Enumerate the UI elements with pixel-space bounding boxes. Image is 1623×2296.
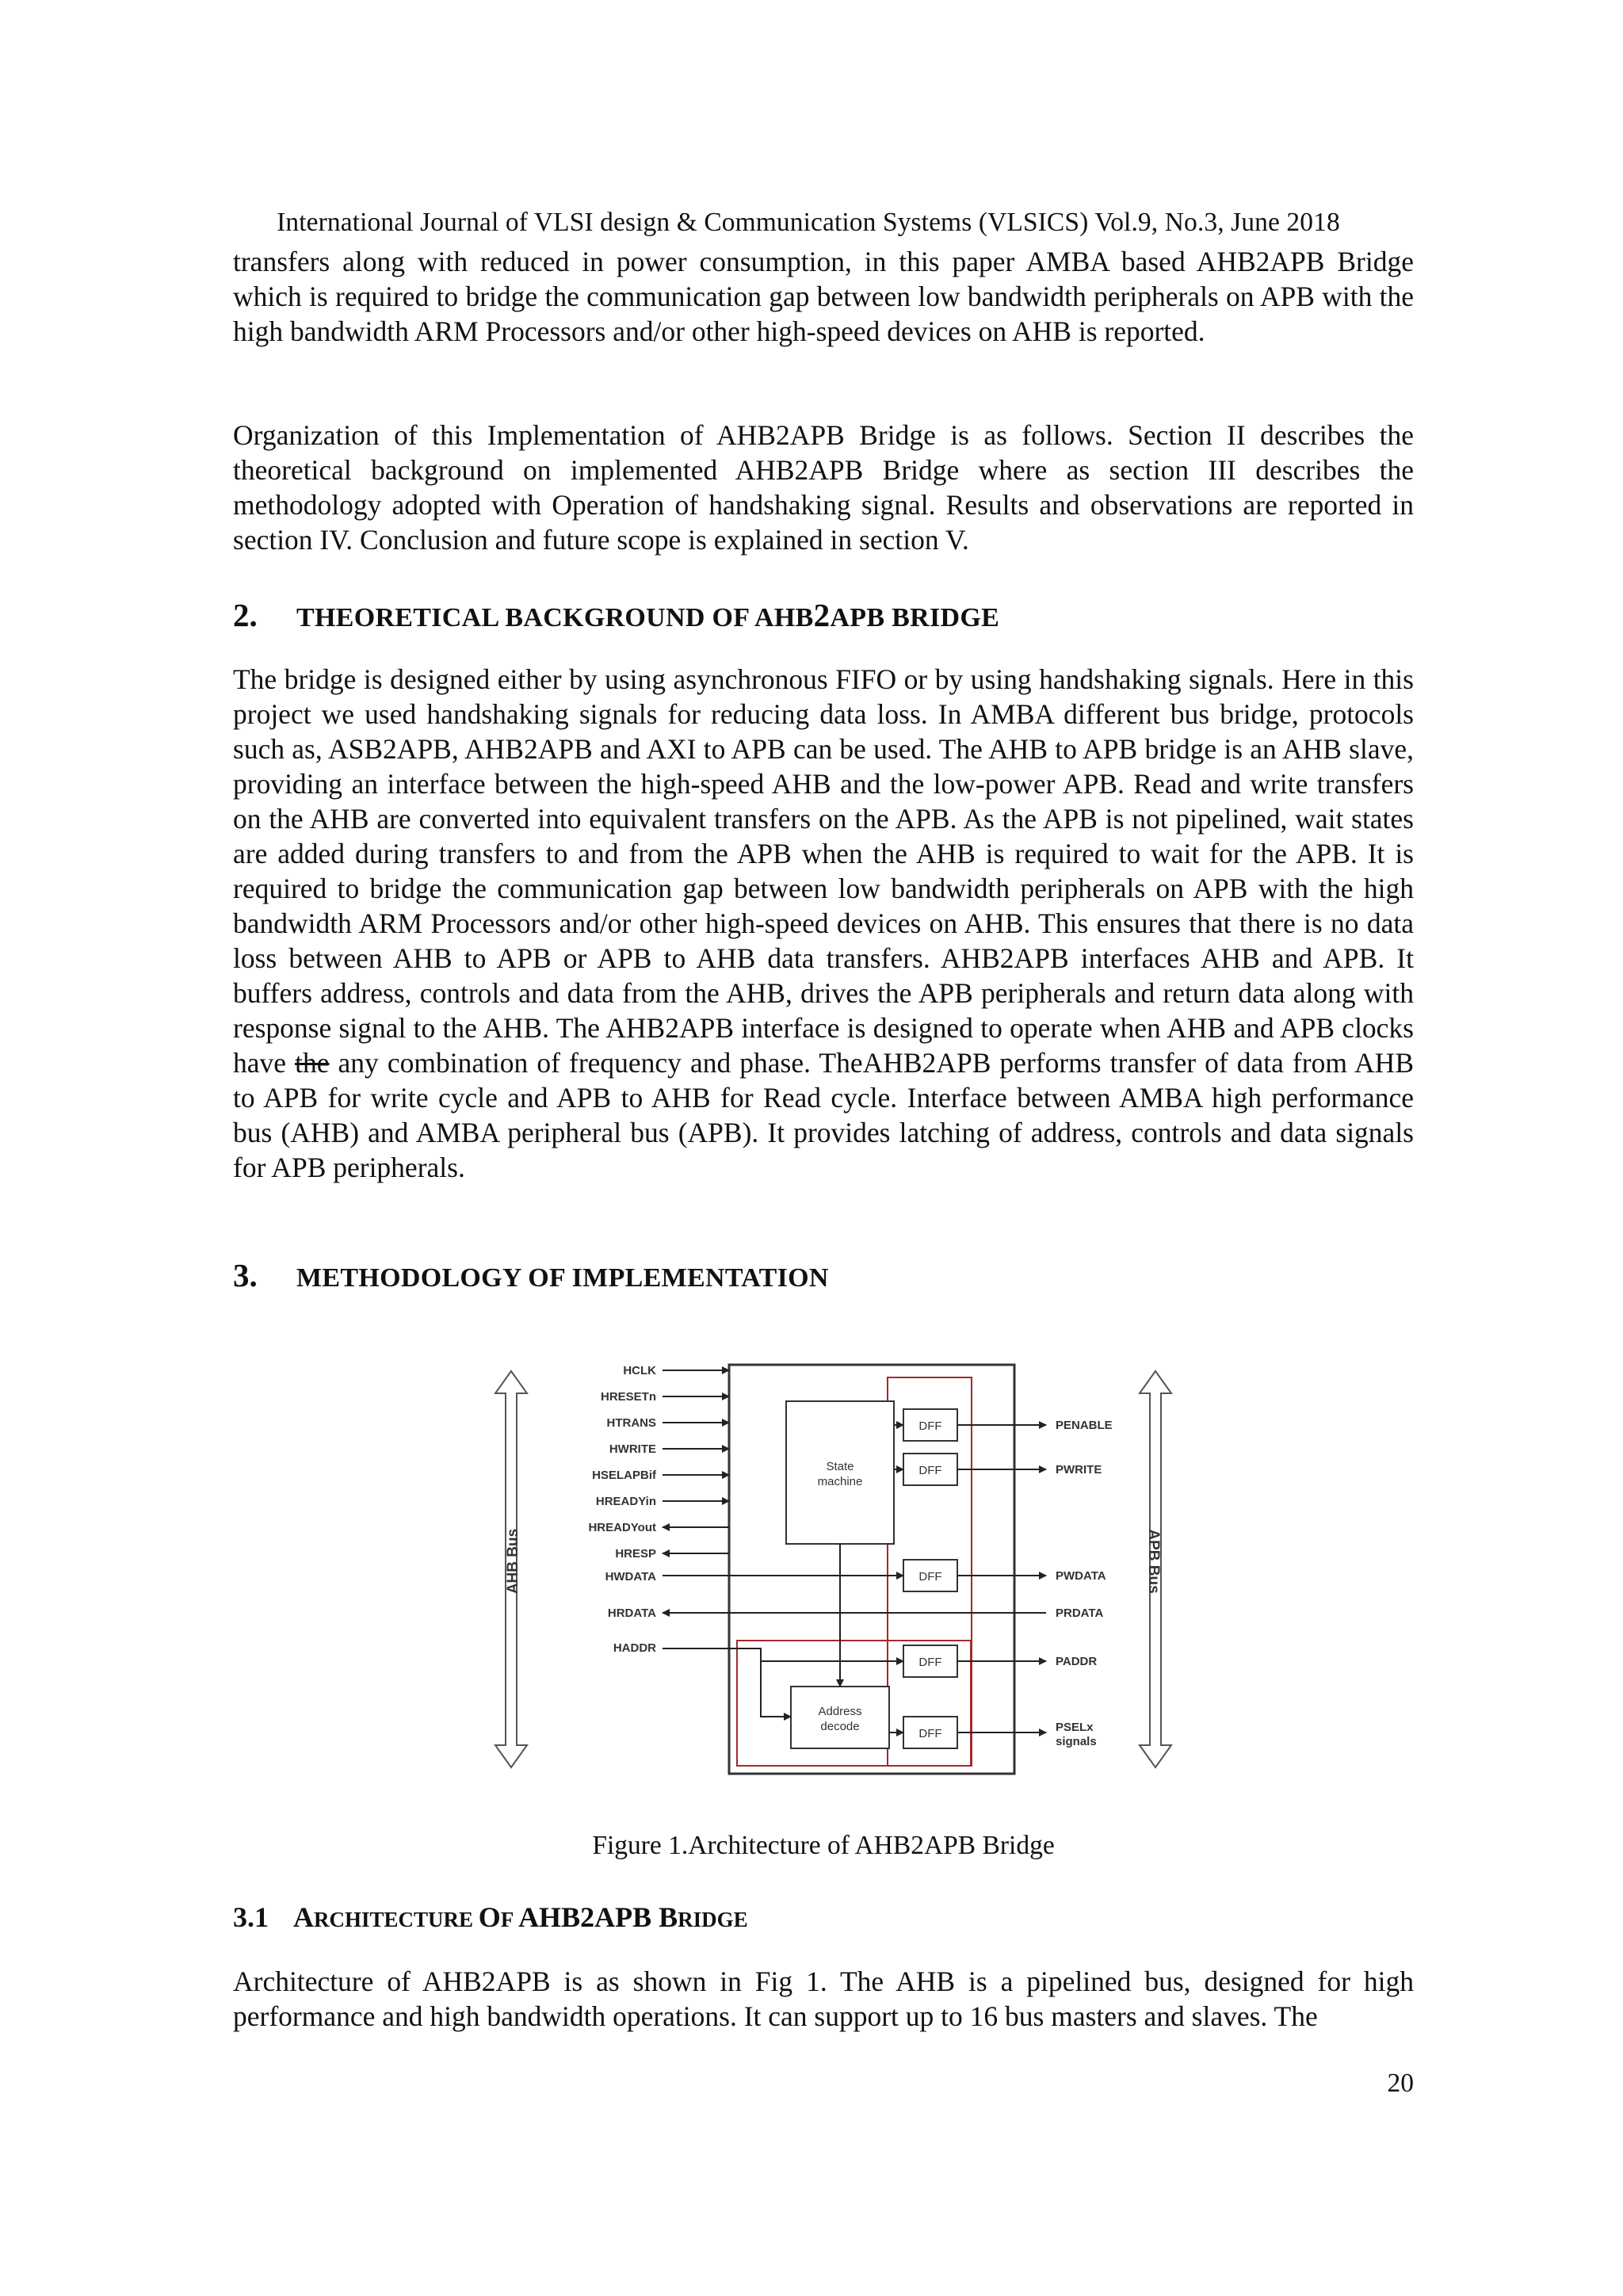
struck-text: the [295,1047,330,1079]
title-part: F [500,1908,519,1931]
section-number: 3. [233,1257,258,1293]
address-decode-label: Address [818,1705,862,1718]
haddr-decode-wire [761,1661,791,1717]
section-3-heading [233,1256,1414,1294]
signal-htrans: HTRANS [606,1416,656,1430]
section-title [296,597,1000,633]
signal-hreadyout: HREADYout [588,1521,656,1534]
running-header: International Journal of VLSI design & Communication Systems (VLSICS) Vol.9, No.3, June 2018 [277,208,1340,237]
section-2-body [233,662,1414,1185]
signal-paddr: PADDR [1056,1655,1098,1668]
title-part: AHB2APB B [518,1901,678,1933]
paragraph: Organization of this Implementation of AHB2APB Bridge is as follows. Section II describes the theoretical background on implemented AHB2APB Bridge where as section III describes the methodology adopted with Operation of handshaking signal. Results and observations are reported in section IV. Conclusion and future scope is explained in section V. [233,419,1414,556]
signal-hwdata: HWDATA [605,1570,656,1584]
ahb-bus-label: AHB Bus [505,1528,521,1595]
signal-hclk: HCLK [623,1364,656,1377]
signal-hrdata: HRDATA [607,1606,656,1620]
intro-paragraph-1 [233,244,1414,349]
dff-label: DFF [918,1419,942,1433]
section-3-1-body [233,1964,1414,2034]
dff-label: DFF [918,1570,942,1584]
title-part: RCHITECTURE [314,1908,479,1931]
dff-paddr [903,1645,957,1677]
title-part: A [293,1901,314,1933]
signal-haddr: HADDR [613,1641,656,1655]
state-machine-label: machine [817,1475,863,1488]
section-title: METHODOLOGY OF IMPLEMENTATION [296,1263,829,1293]
section-2-heading [233,596,1414,634]
signal-prdata: PRDATA [1056,1606,1104,1620]
apb-bus-label: APB Bus [1145,1529,1162,1594]
dff-penable [903,1409,957,1441]
signal-hwrite: HWRITE [609,1442,656,1456]
signal-penable: PENABLE [1056,1419,1113,1432]
title-part: THEORETICAL BACKGROUND OF AHB [296,603,814,632]
architecture-figure [491,1347,1173,1791]
section-number: 3.1 [233,1901,269,1933]
dff-label: DFF [918,1727,942,1740]
dff-label: DFF [918,1464,942,1477]
signal-pwdata: PWDATA [1056,1569,1106,1583]
haddr-wire [663,1648,903,1661]
intro-paragraph-2 [233,418,1414,557]
signal-hresp: HRESP [615,1547,656,1561]
paragraph: Architecture of AHB2APB is as shown in Fig 1. The AHB is a pipelined bus, designed for high performance and high bandwidth operations. It can support up to 16 bus masters and slaves. The [233,1966,1414,2032]
figure-caption: Figure 1.Architecture of AHB2APB Bridge [592,1831,1055,1860]
title-part: O [478,1901,501,1933]
signal-hresetn: HRESETn [600,1390,656,1404]
signal-pselx: PSELx [1056,1721,1094,1734]
paragraph [233,662,1414,1185]
address-decode-label: decode [820,1720,860,1733]
state-machine-label: State [826,1460,854,1473]
section-3-1-heading [233,1901,748,1934]
architecture-diagram [491,1347,1173,1791]
body-text: The bridge is designed either by using asynchronous FIFO or by using handshaking signals. Here in this project we used handshaking signals for reducing data loss. In AMBA different bus bridge, protocols such as, ASB2APB, AHB2APB and AXI to APB can be used. The AHB to APB bridge is an AHB slave, providing an interface between the high-speed AHB and the low-power APB. Read and write transfers on the AHB are converted into equivalent transfers on the APB. As the APB is not pipelined, wait states are added during transfers to and from the APB when the AHB is required to wait for the APB. It is required to bridge the communication gap between low bandwidth peripherals on APB with the high bandwidth ARM Processors and/or other high-speed devices on AHB. This ensures that there is no data loss between AHB to APB or APB to AHB data transfers. AHB2APB interfaces AHB and APB. It buffers address, controls and data from the AHB, drives the APB peripherals and return data along with response signal to the AHB. The AHB2APB interface is designed to operate when AHB and APB clocks have [233,663,1414,1079]
paragraph: transfers along with reduced in power consumption, in this paper AMBA based AHB2APB Bridge which is required to bridge the communication gap between low bandwidth peripherals on APB with the high bandwidth ARM Processors and/or other high-speed devices on AHB is reported. [233,246,1414,347]
signal-hselapbif: HSELAPBif [592,1469,656,1482]
dff-pwrite [903,1454,957,1485]
title-part: 2 [813,597,831,633]
signal-hreadyin: HREADYin [595,1495,656,1508]
dff-pwdata [903,1560,957,1591]
body-text: any combination of frequency and phase. TheAHB2APB performs transfer of data from AHB to APB for write cycle and APB to AHB for Read cycle. Interface between AMBA high performance bus (AHB) and AMBA peripheral bus (APB). It provides latching of address, controls and data signals for APB peripherals. [233,1047,1414,1183]
title-part: APB BRIDGE [830,603,1000,632]
section-number: 2. [233,597,258,633]
dff-label: DFF [918,1656,942,1669]
title-part: RIDGE [678,1908,748,1931]
page-number: 20 [1387,2069,1414,2098]
signal-pselx-line2: signals [1056,1735,1097,1748]
dff-psel [903,1717,957,1748]
signal-pwrite: PWRITE [1056,1463,1102,1477]
